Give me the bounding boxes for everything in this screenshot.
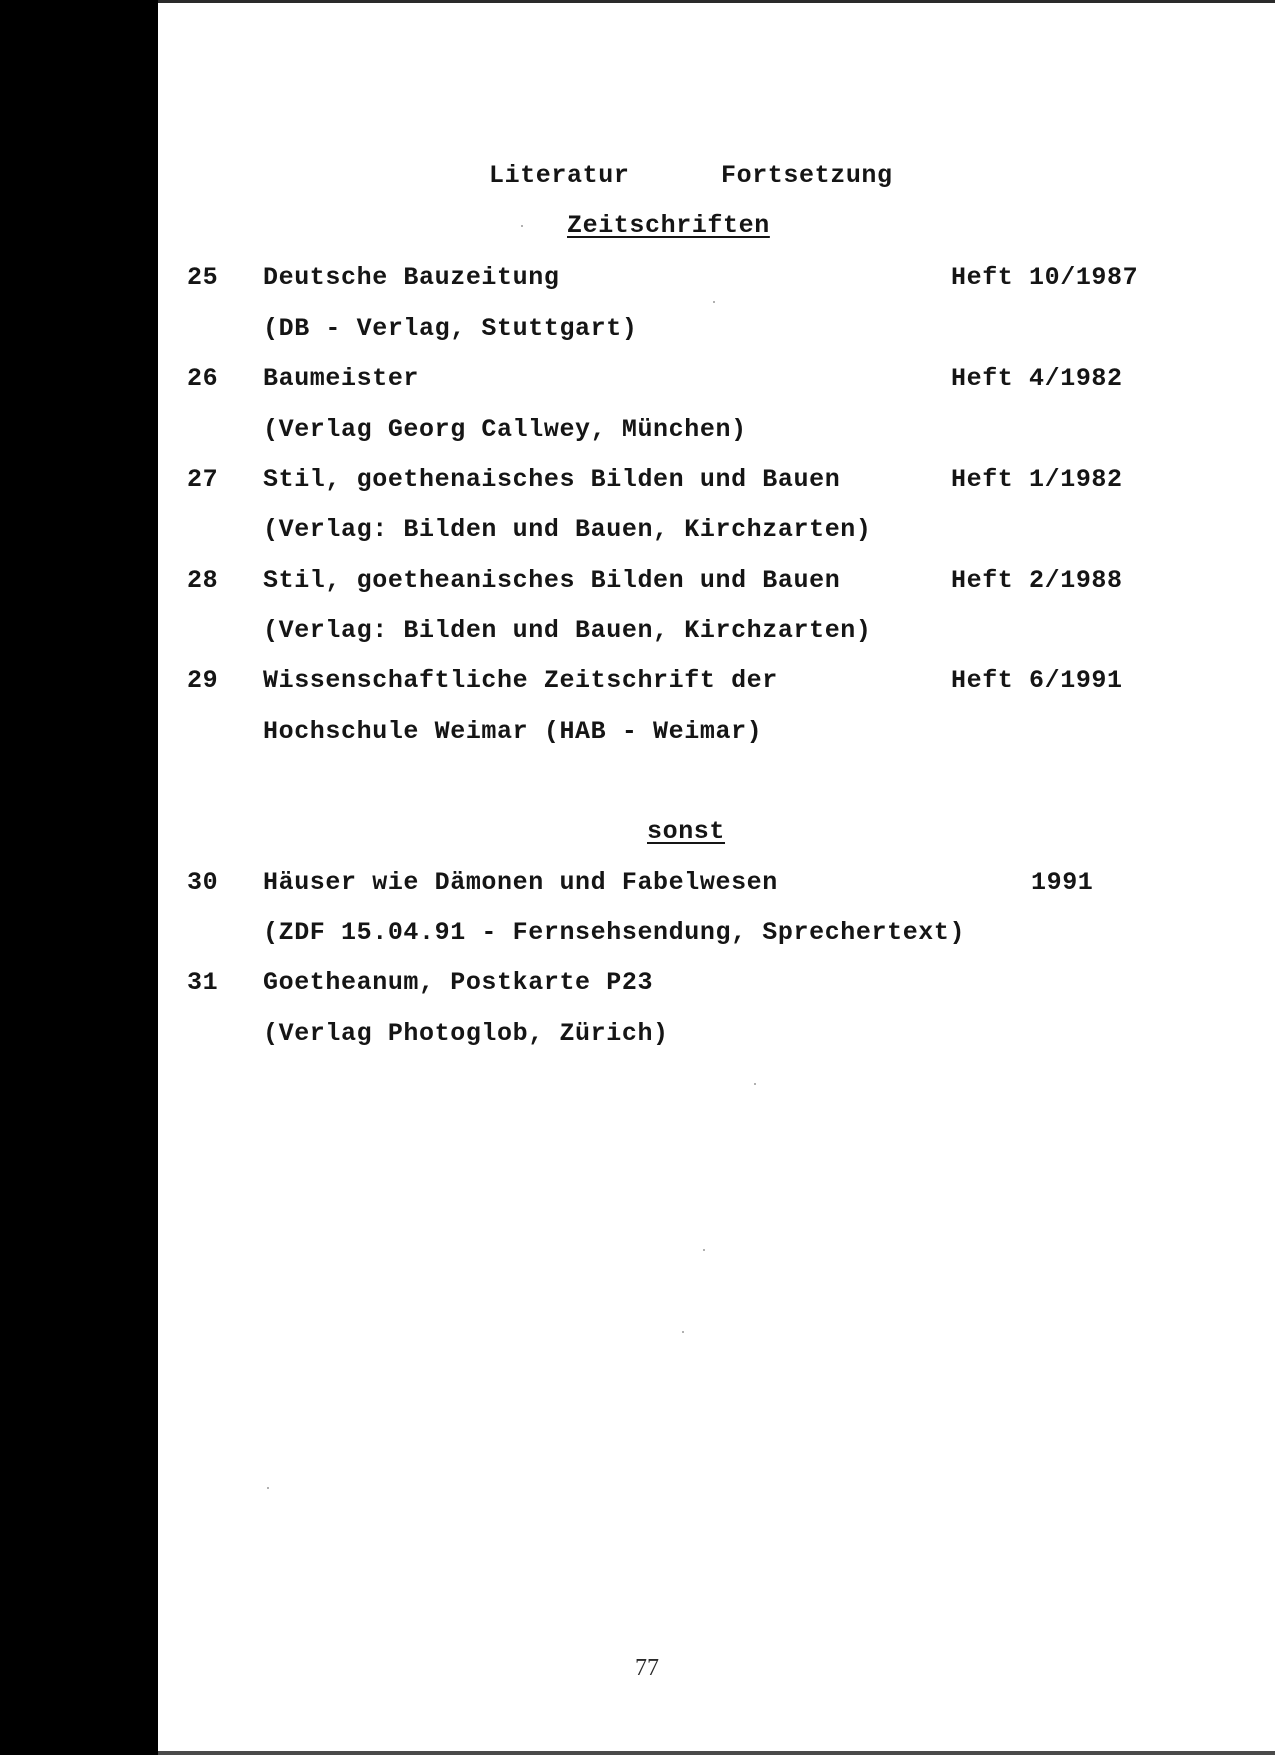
scan-speck bbox=[682, 1331, 684, 1333]
entry-publisher: (ZDF 15.04.91 - Fernsehsendung, Sprechertext) bbox=[263, 918, 966, 947]
entry-title: Baumeister bbox=[263, 364, 420, 393]
entry-number: 30 bbox=[187, 868, 219, 897]
scan-border-bottom bbox=[158, 1751, 1275, 1755]
entry-publisher: Hochschule Weimar (HAB - Weimar) bbox=[263, 717, 763, 746]
scan-speck bbox=[703, 1249, 705, 1251]
entry-publisher: (Verlag Georg Callwey, München) bbox=[263, 415, 747, 444]
scan-speck bbox=[713, 301, 715, 303]
scan-speck bbox=[521, 225, 523, 227]
scan-border-top bbox=[158, 0, 1275, 3]
entry-issue: Heft 10/1987 bbox=[951, 263, 1139, 292]
entry-publisher: (Verlag: Bilden und Bauen, Kirchzarten) bbox=[263, 515, 872, 544]
entry-number: 25 bbox=[187, 263, 219, 292]
entry-number: 28 bbox=[187, 566, 219, 595]
entry-number: 31 bbox=[187, 968, 219, 997]
section-title-sonst: sonst bbox=[647, 817, 726, 846]
page-number: 77 bbox=[635, 1655, 659, 1681]
entry-publisher: (Verlag: Bilden und Bauen, Kirchzarten) bbox=[263, 616, 872, 645]
entry-issue: Heft 1/1982 bbox=[951, 465, 1123, 494]
scan-border-left bbox=[0, 0, 158, 1755]
entry-title: Goetheanum, Postkarte P23 bbox=[263, 968, 654, 997]
heading-fortsetzung: Fortsetzung bbox=[721, 161, 893, 190]
entry-issue: Heft 6/1991 bbox=[951, 666, 1123, 695]
scan-speck bbox=[267, 1487, 269, 1489]
section-title-zeitschriften: Zeitschriften bbox=[567, 211, 770, 240]
entry-issue: 1991 bbox=[1031, 868, 1094, 897]
entry-number: 27 bbox=[187, 465, 219, 494]
entry-publisher: (Verlag Photoglob, Zürich) bbox=[263, 1019, 669, 1048]
entry-publisher: (DB - Verlag, Stuttgart) bbox=[263, 314, 638, 343]
entry-title: Stil, goethenaisches Bilden und Bauen bbox=[263, 465, 841, 494]
entry-issue: Heft 2/1988 bbox=[951, 566, 1123, 595]
entry-number: 26 bbox=[187, 364, 219, 393]
entry-title: Häuser wie Dämonen und Fabelwesen bbox=[263, 868, 778, 897]
entry-number: 29 bbox=[187, 666, 219, 695]
heading-literatur: Literatur bbox=[489, 161, 630, 190]
entry-title: Stil, goetheanisches Bilden und Bauen bbox=[263, 566, 841, 595]
scan-speck bbox=[754, 1083, 756, 1085]
entry-title: Wissenschaftliche Zeitschrift der bbox=[263, 666, 778, 695]
entry-issue: Heft 4/1982 bbox=[951, 364, 1123, 393]
entry-title: Deutsche Bauzeitung bbox=[263, 263, 560, 292]
